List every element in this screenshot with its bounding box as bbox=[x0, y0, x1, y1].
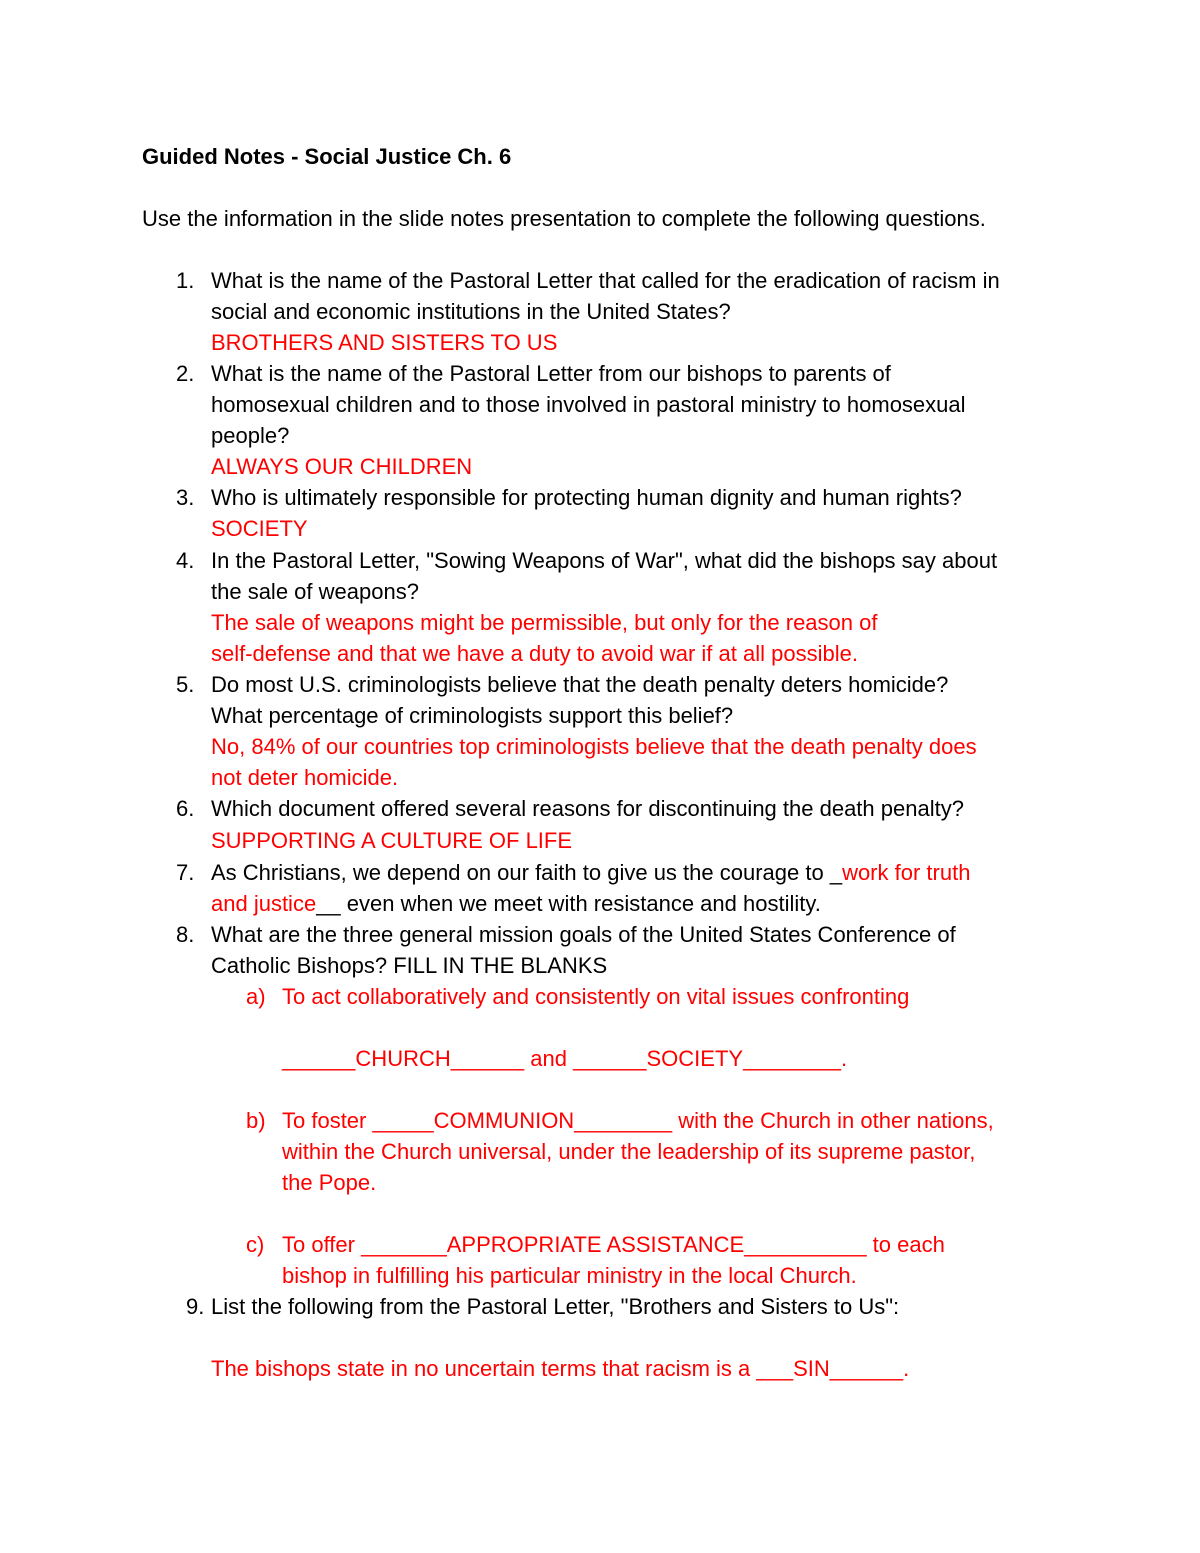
answer-text: SUPPORTING A CULTURE OF LIFE bbox=[211, 828, 573, 853]
question-number: 1. bbox=[176, 268, 195, 293]
question-number: 3. bbox=[176, 485, 195, 510]
answer-text: No, 84% of our countries top criminologists believe that the death penalty does bbox=[211, 734, 977, 759]
answer-text: self-defense and that we have a duty to avoid war if at all possible. bbox=[211, 641, 858, 666]
question-number: 7. bbox=[176, 860, 195, 885]
question-text: homosexual children and to those involved in pastoral ministry to homosexual bbox=[211, 392, 966, 417]
question-text: What is the name of the Pastoral Letter from our bishops to parents of bbox=[211, 361, 891, 386]
question-number: 8. bbox=[176, 922, 195, 947]
question-text: What is the name of the Pastoral Letter that called for the eradication of racism in bbox=[211, 268, 1000, 293]
sub-item-label: a) bbox=[246, 984, 266, 1009]
question-number: 4. bbox=[176, 548, 195, 573]
answer-text: not deter homicide. bbox=[211, 765, 399, 790]
question-text: the sale of weapons? bbox=[211, 579, 419, 604]
question-text: people? bbox=[211, 423, 290, 448]
answer-text: ALWAYS OUR CHILDREN bbox=[211, 454, 473, 479]
answer-text: To act collaboratively and consistently on vital issues confronting bbox=[282, 984, 910, 1009]
answer-text: To offer _______APPROPRIATE ASSISTANCE__________ to each bbox=[282, 1232, 945, 1257]
answer-text: BROTHERS AND SISTERS TO US bbox=[211, 330, 558, 355]
answer-text: The sale of weapons might be permissible, but only for the reason of bbox=[211, 610, 878, 635]
question-text: Catholic Bishops? FILL IN THE BLANKS bbox=[211, 953, 608, 978]
question-number: 6. bbox=[176, 796, 195, 821]
question-text bbox=[211, 888, 821, 919]
question-text: Do most U.S. criminologists believe that the death penalty deters homicide? bbox=[211, 672, 949, 697]
answer-text: and justice bbox=[211, 891, 317, 916]
question-number: 5. bbox=[176, 672, 195, 697]
instructions: Use the information in the slide notes presentation to complete the following questions. bbox=[142, 206, 986, 231]
page-title: Guided Notes - Social Justice Ch. 6 bbox=[142, 144, 512, 169]
answer-text: SOCIETY bbox=[211, 516, 308, 541]
question-text: List the following from the Pastoral Letter, "Brothers and Sisters to Us": bbox=[211, 1294, 900, 1319]
question-text: What percentage of criminologists support this belief? bbox=[211, 703, 734, 728]
answer-text: To foster _____COMMUNION________ with the Church in other nations, bbox=[282, 1108, 994, 1133]
answer-text: within the Church universal, under the leadership of its supreme pastor, bbox=[282, 1139, 976, 1164]
question-text bbox=[211, 857, 970, 888]
question-text: social and economic institutions in the United States? bbox=[211, 299, 731, 324]
question-text: What are the three general mission goals of the United States Conference of bbox=[211, 922, 956, 947]
question-text: In the Pastoral Letter, "Sowing Weapons of War", what did the bishops say about bbox=[211, 548, 998, 573]
answer-text: ______CHURCH______ and ______SOCIETY________. bbox=[282, 1046, 848, 1071]
answer-text: work for truth bbox=[842, 860, 971, 885]
question-text: Who is ultimately responsible for protecting human dignity and human rights? bbox=[211, 485, 962, 510]
question-number: 9. bbox=[186, 1294, 205, 1319]
question-text-part: As Christians, we depend on our faith to give us the courage to _ bbox=[211, 860, 843, 885]
question-text: Which document offered several reasons for discontinuing the death penalty? bbox=[211, 796, 964, 821]
answer-text: the Pope. bbox=[282, 1170, 377, 1195]
question-number: 2. bbox=[176, 361, 195, 386]
question-text-part: __ even when we meet with resistance and hostility. bbox=[316, 891, 821, 916]
sub-item-label: c) bbox=[246, 1232, 265, 1257]
answer-text: The bishops state in no uncertain terms that racism is a ___SIN______. bbox=[211, 1356, 910, 1381]
sub-item-label: b) bbox=[246, 1108, 266, 1133]
answer-text: bishop in fulfilling his particular ministry in the local Church. bbox=[282, 1263, 857, 1288]
